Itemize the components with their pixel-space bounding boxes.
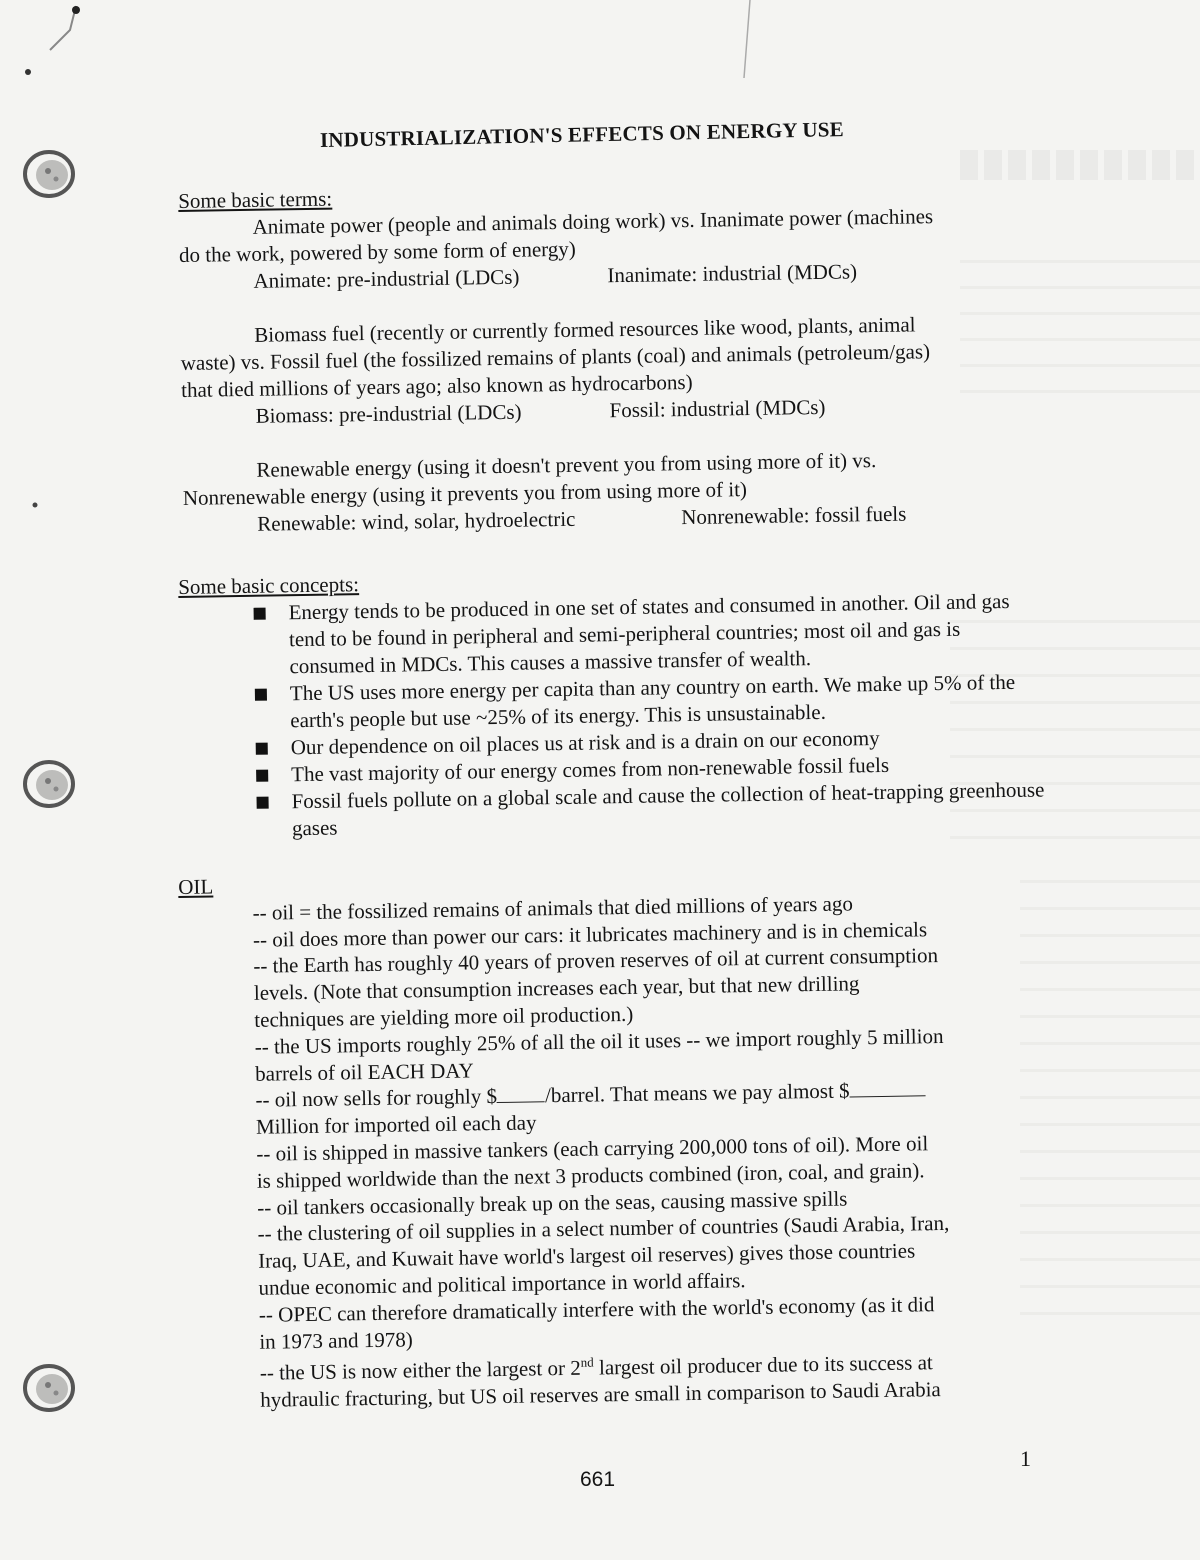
oil-line-blanks: -- oil now sells for roughly $ /barrel. That means we pay almost $: [255, 1075, 1051, 1114]
bullet-square-icon: [254, 608, 266, 620]
oil-line: levels. (Note that consumption increases each year, but that new drilling: [253, 971, 860, 1006]
bullet-square-icon: [255, 689, 267, 701]
biomass-line: Biomass fuel (recently or currently formed resources like wood, plants, animal: [254, 312, 916, 347]
scan-speck-icon: [20, 0, 90, 80]
biomass-line: waste) vs. Fossil fuel (the fossilized remains of plants (coal) and animals (petroleum/gas): [180, 339, 931, 375]
oil-line: -- the US imports roughly 25% of all the oil it uses -- we import roughly 5 million: [254, 1023, 944, 1059]
fold-line-icon: [740, 0, 760, 80]
scan-speck-icon: [30, 500, 40, 510]
biomass-line: that died millions of years ago; also known as hydrocarbons): [180, 369, 693, 402]
list-item: Fossil fuels pollute on a global scale and cause the collection of heat-trapping greenhouse gases: [181, 776, 1052, 844]
page-number: 661: [580, 1468, 616, 1491]
list-item: The US uses more energy per capita than any country on earth. We make up 5% of the earth's people but use ~25% of its energy. This is unsustainable.: [180, 668, 1051, 736]
concepts-section: [178, 560, 1052, 844]
terms-section: [178, 174, 1063, 539]
oil-line: -- OPEC can therefore dramatically interfere with the world's economy (as it did: [258, 1291, 935, 1327]
terms-heading: Some basic terms:: [178, 186, 333, 213]
punch-hole-icon: [16, 1360, 76, 1416]
total-blank: [849, 1078, 925, 1098]
renew-right: Nonrenewable: fossil fuels: [681, 501, 907, 530]
bullet-square-icon: [256, 770, 268, 782]
animate-def-line: Animate power (people and animals doing work) vs. Inanimate power (machines: [252, 204, 934, 239]
bullet-square-icon: [257, 797, 269, 809]
page-title: INDUSTRIALIZATION'S EFFECTS ON ENERGY USE: [319, 117, 845, 152]
oil-line: -- oil = the fossilized remains of animals that died millions of years ago: [252, 891, 854, 925]
oil-line: -- the Earth has roughly 40 years of proven reserves of oil at current consumption: [253, 943, 939, 979]
oil-lines: [178, 887, 1056, 1415]
corner-number: 1: [1020, 1446, 1031, 1471]
bullet-square-icon: [256, 743, 268, 755]
biomass-left: Biomass: pre-industrial (LDCs): [255, 399, 522, 428]
punch-hole-icon: [16, 146, 76, 202]
oil-line: barrels of oil EACH DAY: [254, 1057, 474, 1086]
oil-line: techniques are yielding more oil production.): [254, 1001, 634, 1032]
renew-line: Nonrenewable energy (using it prevents you from using more of it): [182, 477, 748, 510]
oil-line: -- oil is shipped in massive tankers (each carrying 200,000 tons of oil). More oil: [256, 1131, 929, 1166]
renew-line: Renewable energy (using it doesn't prevent you from using more of it) vs.: [256, 448, 877, 482]
oil-line: -- the US is now either the largest or 2nd largest oil producer due to its success at: [259, 1350, 933, 1386]
biomass-right: Fossil: industrial (MDCs): [609, 394, 826, 423]
oil-heading: OIL: [178, 874, 214, 899]
punch-hole-icon: [16, 756, 76, 812]
list-item: Our dependence on oil places us at risk and is a drain on our economy: [181, 722, 1051, 763]
renew-left: Renewable: wind, solar, hydroelectric: [257, 506, 576, 536]
oil-line: hydraulic fracturing, but US oil reserves are small in comparison to Saudi Arabia: [260, 1377, 941, 1412]
animate-def-line: do the work, powered by some form of energy): [178, 236, 576, 267]
animate-left: Animate: pre-industrial (LDCs): [253, 264, 520, 293]
oil-line: Million for imported oil each day: [255, 1110, 537, 1139]
concepts-heading: Some basic concepts:: [178, 572, 360, 599]
oil-line: is shipped worldwide than the next 3 products combined (iron, coal, and grain).: [256, 1158, 925, 1193]
oil-line: Iraq, UAE, and Kuwait have world's largest oil reserves) gives those countries: [257, 1238, 916, 1273]
oil-line: in 1973 and 1978): [259, 1326, 413, 1354]
list-item: The vast majority of our energy comes from non-renewable fossil fuels: [181, 749, 1051, 790]
list-item: Energy tends to be produced in one set of states and consumed in another. Oil and gas tend to be found in peripheral and semi-peripheral countries; most oil and gas is consumed in MDCs. This causes a massive transfer of wealth.: [178, 587, 1049, 682]
animate-right: Inanimate: industrial (MDCs): [607, 259, 858, 288]
price-blank: [497, 1084, 545, 1104]
oil-line: -- oil tankers occasionally break up on the seas, causing massive spills: [257, 1186, 848, 1220]
oil-line: -- oil does more than power our cars: it lubricates machinery and is in chemicals: [252, 916, 928, 952]
oil-line: -- the clustering of oil supplies in a select number of countries (Saudi Arabia, Iran,: [257, 1211, 950, 1247]
oil-line: undue economic and political importance in world affairs.: [258, 1268, 746, 1300]
concepts-list: [178, 587, 1052, 844]
oil-section: [178, 860, 1056, 1415]
